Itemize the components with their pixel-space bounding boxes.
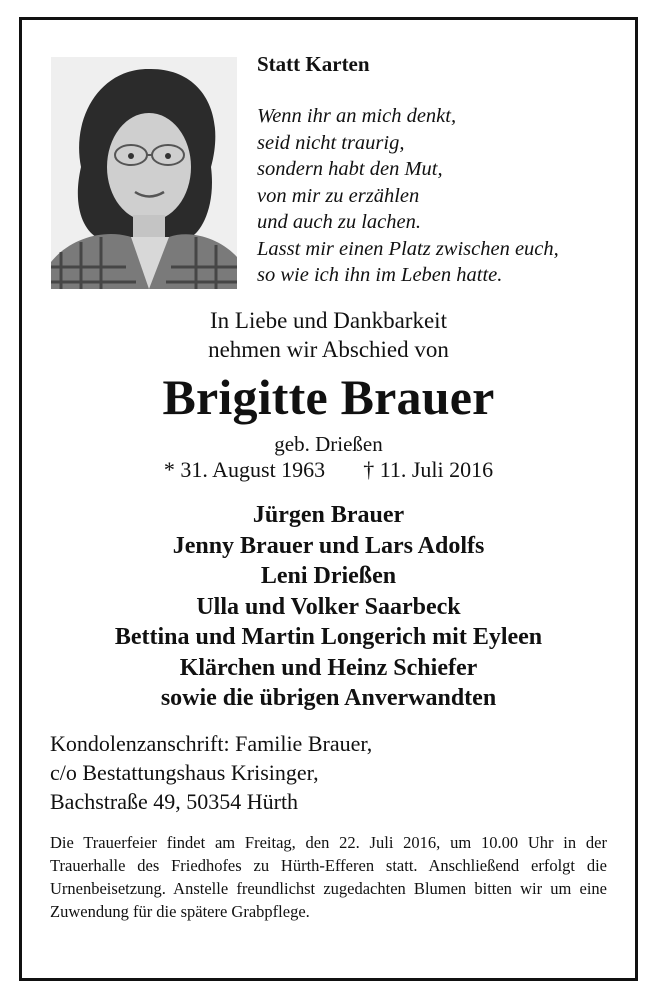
poem-line: und auch zu lachen.	[257, 211, 421, 233]
poem-line: so wie ich ihn im Leben hatte.	[257, 264, 503, 286]
poem-line: Wenn ihr an mich denkt,	[257, 105, 457, 127]
deceased-name: Brigitte Brauer	[162, 369, 495, 425]
address-line: Bachstraße 49, 50354 Hürth	[50, 789, 299, 814]
intro-line-2: nehmen wir Abschied von	[208, 337, 449, 362]
birth-date: * 31. August 1963	[163, 457, 326, 482]
poem-line: Lasst mir einen Platz zwischen euch,	[257, 237, 559, 260]
life-dates	[19, 457, 638, 483]
intro-text	[19, 306, 638, 364]
address-line: c/o Bestattungshaus Krisinger,	[50, 760, 319, 785]
poem-line: von mir zu erzählen	[257, 184, 420, 207]
birth-name: geb. Drießen	[274, 432, 383, 456]
family-member: Jürgen Brauer	[252, 502, 405, 528]
family-member: Jenny Brauer und Lars Adolfs	[172, 532, 485, 559]
poem	[257, 103, 559, 289]
poem-line: seid nicht traurig,	[257, 131, 405, 154]
death-date: † 11. Juli 2016	[363, 457, 494, 482]
family-list	[19, 500, 638, 714]
portrait-photo	[51, 57, 237, 289]
family-member: Ulla und Volker Saarbeck	[196, 593, 461, 620]
address-line: Kondolenzanschrift: Familie Brauer,	[50, 731, 373, 756]
family-member: Bettina und Martin Longerich mit Eyleen	[114, 624, 543, 650]
condolence-address	[50, 729, 372, 816]
family-member: Klärchen und Heinz Schiefer	[179, 654, 478, 681]
funeral-info: Die Trauerfeier findet am Freitag, den 22. Juli 2016, um 10.00 Uhr in der Trauerhalle des Friedhofes zu Hürth-Efferen statt. Anschließend erfolgt die Urnenbeisetzung. Anstelle freundlichst zugedachten Blumen bitten wir um eine Zuwendung für die spätere Grabpflege.	[50, 833, 607, 921]
poem-line: sondern habt den Mut,	[257, 158, 443, 180]
family-member: sowie die übrigen Anverwandten	[160, 685, 497, 711]
portrait-icon	[51, 57, 237, 289]
family-member: Leni Drießen	[260, 563, 397, 589]
intro-line-1: In Liebe und Dankbarkeit	[210, 308, 447, 333]
statt-karten-heading: Statt Karten	[257, 52, 370, 76]
